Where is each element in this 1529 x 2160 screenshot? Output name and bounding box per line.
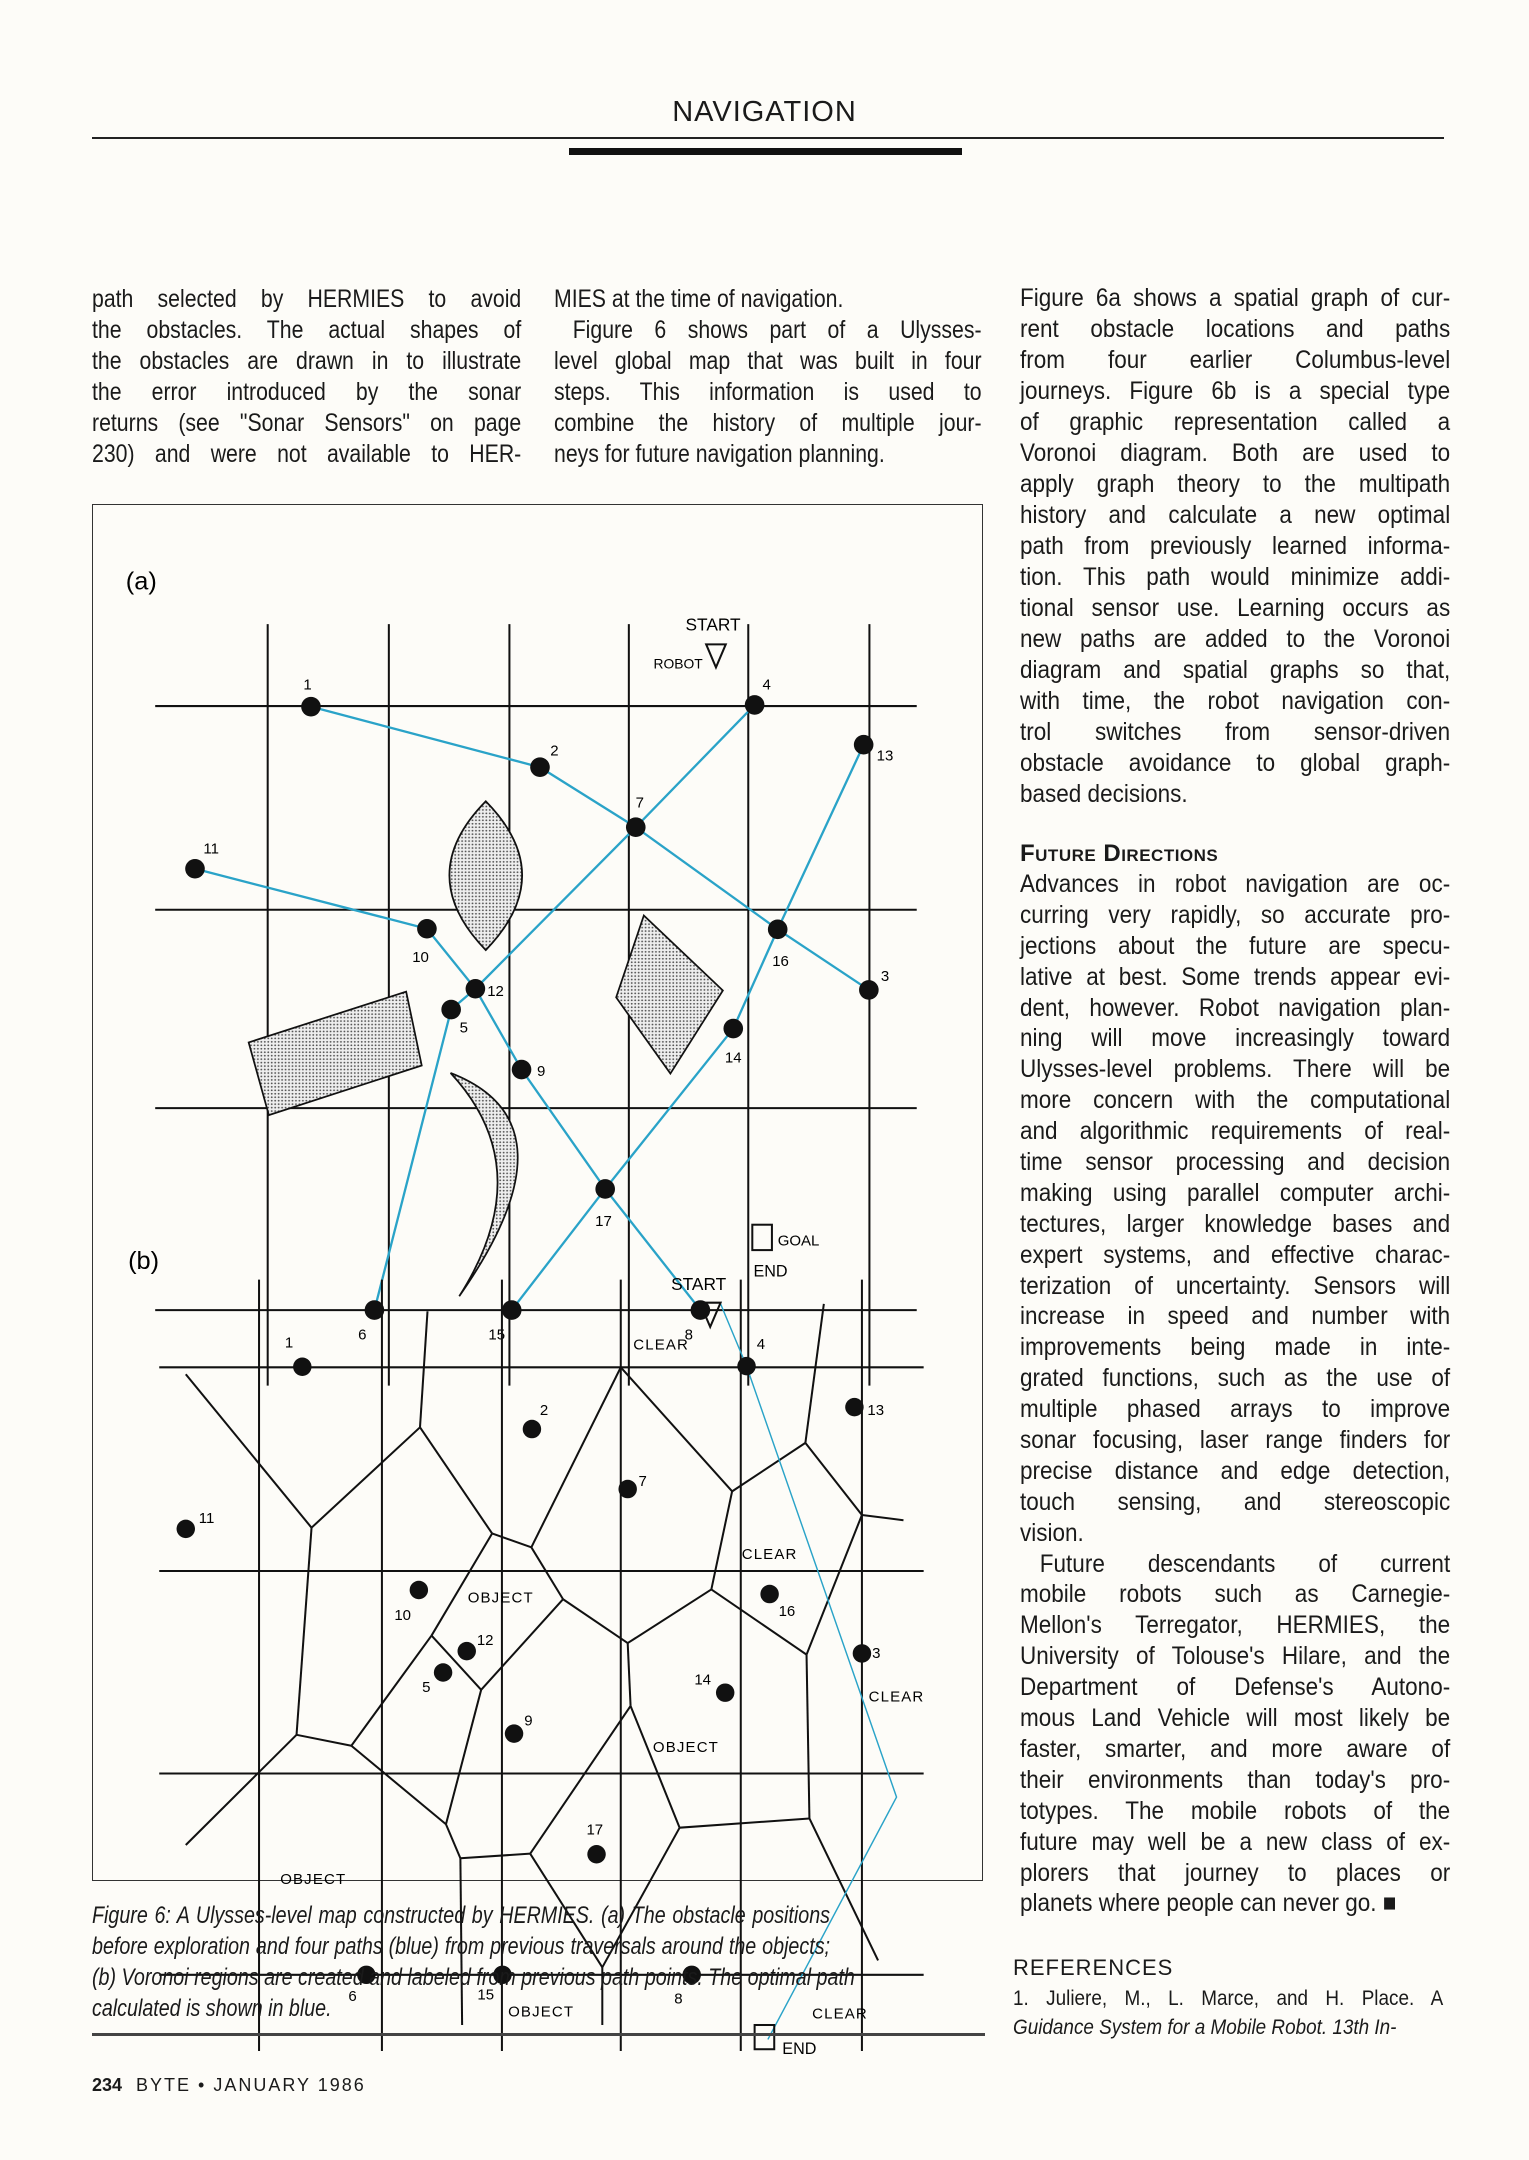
- voronoi-edge: [631, 1706, 680, 1828]
- node-label: 7: [638, 1473, 647, 1491]
- voronoi-edge: [297, 1528, 312, 1735]
- node-label: 12: [476, 1631, 494, 1649]
- text-line: Guidance System for a Mobile Robot. 13th In-: [1013, 2016, 1397, 2039]
- references-title: REFERENCES: [1013, 1955, 1174, 1980]
- voronoi-edge: [805, 1443, 862, 1515]
- text-line: steps. This information is used to: [554, 378, 982, 406]
- text-line: lative at best. Some trends appear evi-: [1020, 962, 1451, 991]
- path-node: [760, 1585, 778, 1603]
- voronoi-edge: [628, 1589, 712, 1643]
- text-line: making using parallel computer archi-: [1020, 1178, 1451, 1207]
- text-line: trol switches from sensor-driven: [1020, 718, 1451, 746]
- path-node: [723, 1019, 743, 1039]
- node-label: 14: [694, 1671, 712, 1689]
- text-line: (b) Voronoi regions are created and labeled from previous path points. The optimal path: [92, 1964, 855, 1991]
- text-line: vision.: [1020, 1518, 1084, 1547]
- section-heading-future-directions: Future Directions: [1020, 840, 1219, 867]
- text-line: precise distance and edge detection,: [1020, 1456, 1451, 1485]
- text-line: increase in speed and number with: [1020, 1302, 1451, 1331]
- region-label-clear: CLEAR: [868, 1688, 925, 1706]
- region-label-object: OBJECT: [467, 1589, 534, 1607]
- goal-label: GOAL: [777, 1232, 820, 1250]
- text-line: apply graph theory to the multipath: [1020, 470, 1451, 498]
- text-line: rent obstacle locations and paths: [1020, 315, 1451, 343]
- text-line: planets where people can never go. ■: [1020, 1889, 1397, 1918]
- voronoi-edge: [621, 1367, 732, 1491]
- text-line: plorers that journey to places or: [1020, 1858, 1451, 1887]
- voronoi-edge: [628, 1643, 631, 1706]
- path-node: [845, 1398, 863, 1416]
- text-line: and algorithmic requirements of real-: [1020, 1117, 1451, 1146]
- node-label: 16: [778, 1602, 796, 1620]
- region-label-object: OBJECT: [280, 1871, 347, 1889]
- path-node: [458, 1642, 476, 1660]
- voronoi-edge: [492, 1533, 531, 1547]
- text-line: grated functions, such as the use of: [1020, 1364, 1451, 1393]
- text-column-1: [92, 284, 521, 470]
- path-node: [768, 920, 788, 940]
- node-label: 5: [422, 1679, 431, 1697]
- page-footer: [92, 2075, 366, 2096]
- path-node: [293, 1358, 311, 1376]
- traversal-path: [311, 707, 869, 990]
- text-column-3: [1020, 283, 1450, 810]
- end-label: END: [782, 2039, 817, 2058]
- node-label: 8: [674, 1990, 683, 2008]
- text-line: tional sensor use. Learning occurs as: [1020, 594, 1451, 622]
- text-line: sonar focusing, laser range finders for: [1020, 1426, 1451, 1455]
- voronoi-edge: [432, 1533, 493, 1635]
- voronoi-edge: [680, 1818, 810, 1827]
- text-line: 230) and were not available to HER-: [92, 440, 522, 468]
- path-node: [745, 695, 765, 715]
- text-line: neys for future navigation planning.: [554, 440, 885, 468]
- path-node: [410, 1581, 428, 1599]
- text-line: mobile robots such as Carnegie-: [1020, 1580, 1451, 1609]
- path-node: [417, 919, 437, 939]
- text-line: combine the history of multiple jour-: [554, 409, 982, 437]
- text-line: their environments than today's pro-: [1020, 1765, 1451, 1794]
- text-line: the obstacles. The actual shapes of: [92, 316, 522, 344]
- voronoi-edge: [531, 1367, 620, 1547]
- node-label: 14: [724, 1049, 742, 1067]
- voronoi-edge: [351, 1636, 431, 1746]
- text-line: obstacle avoidance to global graph-: [1020, 749, 1451, 777]
- text-line: new paths are added to the Voronoi: [1020, 625, 1451, 653]
- text-column-2: [554, 284, 982, 470]
- robot-start-triangle-icon: [706, 644, 726, 667]
- region-label-clear: CLEAR: [633, 1336, 690, 1354]
- obstacle-rectangle: [249, 992, 422, 1115]
- voronoi-edge: [563, 1599, 628, 1643]
- node-label: 6: [348, 1987, 357, 2005]
- path-node: [523, 1420, 541, 1438]
- text-line: 1. Juliere, M., L. Marce, and H. Place. A: [1013, 1987, 1444, 2010]
- path-node: [859, 980, 879, 1000]
- text-line: jections about the future are specu-: [1020, 931, 1451, 960]
- voronoi-edge: [446, 1824, 460, 1858]
- text-line: Figure 6 shows part of a Ulysses-: [572, 316, 982, 344]
- voronoi-edge: [807, 1515, 862, 1655]
- voronoi-edge: [420, 1311, 428, 1427]
- path-node: [434, 1663, 452, 1681]
- path-node: [441, 1000, 461, 1020]
- text-line: more concern with the computational: [1020, 1086, 1451, 1115]
- voronoi-edge: [312, 1427, 420, 1527]
- voronoi-edge: [186, 1735, 297, 1845]
- node-label: 11: [203, 840, 219, 858]
- references-list: [1013, 1984, 1443, 2042]
- text-line: faster, smarter, and more aware of: [1020, 1734, 1451, 1763]
- text-line: of graphic representation called a: [1020, 408, 1451, 436]
- voronoi-edge: [446, 1690, 481, 1824]
- node-label: 9: [536, 1062, 546, 1080]
- voronoi-edge: [807, 1655, 810, 1819]
- node-label: 17: [595, 1212, 612, 1230]
- text-line: calculated is shown in blue.: [92, 1995, 332, 2022]
- path-node: [626, 817, 646, 837]
- region-label-clear: CLEAR: [812, 2005, 868, 2023]
- text-line: ning will move increasingly toward: [1020, 1024, 1451, 1053]
- text-line: expert systems, and effective charac-: [1020, 1240, 1451, 1269]
- text-line: Future descendants of current: [1039, 1549, 1451, 1578]
- node-label: 2: [539, 1402, 549, 1420]
- text-line: dent, however. Robot navigation plan-: [1020, 993, 1451, 1022]
- node-label: 4: [756, 1335, 766, 1353]
- node-label: 9: [524, 1712, 533, 1730]
- text-line: based decisions.: [1020, 780, 1188, 808]
- text-line: touch sensing, and stereoscopic: [1020, 1487, 1451, 1516]
- voronoi-edge: [531, 1547, 563, 1599]
- voronoi-edge: [297, 1735, 352, 1746]
- voronoi-edge: [732, 1443, 805, 1491]
- text-line: multiple phased arrays to improve: [1020, 1395, 1451, 1424]
- path-node: [595, 1179, 615, 1199]
- text-line: terization of uncertainty. Sensors will: [1020, 1271, 1451, 1300]
- node-label: 12: [487, 983, 504, 1001]
- voronoi-edge: [711, 1589, 806, 1654]
- region-label-object: OBJECT: [508, 2003, 575, 2021]
- header-bar: [569, 148, 962, 155]
- node-label: 6: [358, 1326, 367, 1344]
- robot-label: ROBOT: [653, 655, 703, 672]
- text-line: Advances in robot navigation are oc-: [1020, 870, 1451, 898]
- voronoi-edge: [862, 1515, 904, 1520]
- node-label: 10: [412, 949, 429, 967]
- voronoi-edge: [432, 1636, 482, 1690]
- node-label: 16: [772, 953, 789, 971]
- text-line: improvements being made in inte-: [1020, 1333, 1451, 1362]
- text-line: returns (see "Sonar Sensors" on page: [92, 409, 522, 437]
- text-line: before exploration and four paths (blue) from previous traversals around the objects;: [92, 1933, 830, 1960]
- node-label: 13: [876, 747, 894, 765]
- node-label: 13: [867, 1402, 885, 1420]
- text-line: path selected by HERMIES to avoid: [92, 285, 522, 313]
- start-label: START: [685, 614, 741, 635]
- voronoi-edge: [351, 1746, 446, 1824]
- path-node: [716, 1683, 734, 1701]
- text-line: diagram and spatial graphs so that,: [1020, 656, 1451, 684]
- text-line: tectures, larger knowledge bases and: [1020, 1209, 1451, 1238]
- path-node: [185, 859, 205, 879]
- header-rule: [92, 137, 1444, 139]
- path-node: [466, 979, 486, 999]
- path-node: [301, 697, 321, 717]
- figure-6a-spatial-graph: [90, 500, 990, 1344]
- text-line: level global map that was built in four: [554, 347, 982, 375]
- region-label-object: OBJECT: [652, 1739, 720, 1757]
- text-line: Ulysses-level problems. There will be: [1020, 1055, 1451, 1084]
- obstacle-quadrilateral: [616, 915, 723, 1073]
- node-label: 7: [635, 794, 644, 812]
- path-node: [530, 757, 550, 777]
- node-label: 2: [550, 742, 559, 760]
- text-line: tion. This path would minimize addi-: [1020, 563, 1451, 591]
- text-line: Mellon's Terregator, HERMIES, the: [1020, 1611, 1451, 1640]
- node-label: 11: [198, 1510, 215, 1528]
- start-label: START: [671, 1274, 727, 1294]
- node-label: 1: [303, 676, 312, 694]
- text-line: totypes. The mobile robots of the: [1020, 1796, 1451, 1825]
- section-title: NAVIGATION: [672, 96, 857, 128]
- end-label: END: [753, 1262, 788, 1281]
- node-label: 1: [284, 1334, 294, 1352]
- text-line: Figure 6: A Ulysses-level map constructed by HERMIES. (a) The obstacle positions: [92, 1902, 830, 1929]
- panel-label-a: (a): [125, 567, 157, 596]
- panel-label-b: (b): [128, 1247, 160, 1276]
- end-square-icon: [755, 2025, 775, 2049]
- text-line: time sensor processing and decision: [1020, 1148, 1451, 1177]
- text-line: the error introduced by the sonar: [92, 378, 522, 406]
- text-line: curring very rapidly, so accurate pro-: [1020, 900, 1451, 929]
- node-label: 15: [488, 1326, 506, 1344]
- voronoi-edge: [186, 1374, 312, 1527]
- text-line: Department of Defense's Autono-: [1020, 1673, 1451, 1702]
- start-triangle-icon: [700, 1303, 721, 1327]
- publication-info: BYTE • JANUARY 1986: [136, 2075, 366, 2095]
- text-line: with time, the robot navigation con-: [1020, 687, 1451, 715]
- text-line: mous Land Vehicle will most likely be: [1020, 1704, 1451, 1733]
- future-directions-text: [1020, 869, 1450, 1919]
- page-number: 234: [92, 2075, 123, 2095]
- node-label: 5: [459, 1019, 469, 1037]
- text-line: Voronoi diagram. Both are used to: [1020, 439, 1451, 467]
- path-node: [587, 1845, 605, 1863]
- voronoi-edge: [805, 1304, 823, 1443]
- text-line: history and calculate a new optimal: [1020, 501, 1451, 529]
- text-line: future may well be a new class of ex-: [1020, 1827, 1451, 1856]
- path-node: [854, 735, 874, 755]
- text-line: from four earlier Columbus-level: [1020, 346, 1451, 374]
- voronoi-edge: [711, 1491, 732, 1589]
- path-node: [853, 1644, 871, 1662]
- node-label: 3: [880, 968, 890, 986]
- node-label: 4: [762, 676, 771, 694]
- node-label: 17: [586, 1821, 604, 1839]
- region-label-clear: CLEAR: [741, 1545, 798, 1563]
- text-line: MIES at the time of navigation.: [554, 285, 844, 313]
- voronoi-edge: [530, 1706, 630, 1854]
- text-line: Figure 6a shows a spatial graph of cur-: [1020, 284, 1451, 312]
- path-node: [618, 1480, 636, 1498]
- node-label: 15: [477, 1986, 495, 2004]
- voronoi-edge: [460, 1854, 530, 1859]
- node-label: 8: [684, 1326, 694, 1344]
- path-node: [177, 1520, 195, 1538]
- caption-rule: [92, 2033, 985, 2036]
- path-node: [512, 1060, 532, 1080]
- path-node: [505, 1724, 523, 1742]
- text-line: path from previously learned informa-: [1020, 532, 1451, 560]
- text-line: University of Tolouse's Hilare, and the: [1020, 1642, 1451, 1671]
- obstacle-lens: [449, 801, 522, 950]
- path-node: [737, 1357, 755, 1375]
- node-label: 3: [872, 1645, 881, 1663]
- text-line: journeys. Figure 6b is a special type: [1020, 377, 1451, 405]
- text-line: the obstacles are drawn in to illustrate: [92, 347, 522, 375]
- node-label: 10: [394, 1607, 412, 1624]
- voronoi-edge: [420, 1427, 492, 1533]
